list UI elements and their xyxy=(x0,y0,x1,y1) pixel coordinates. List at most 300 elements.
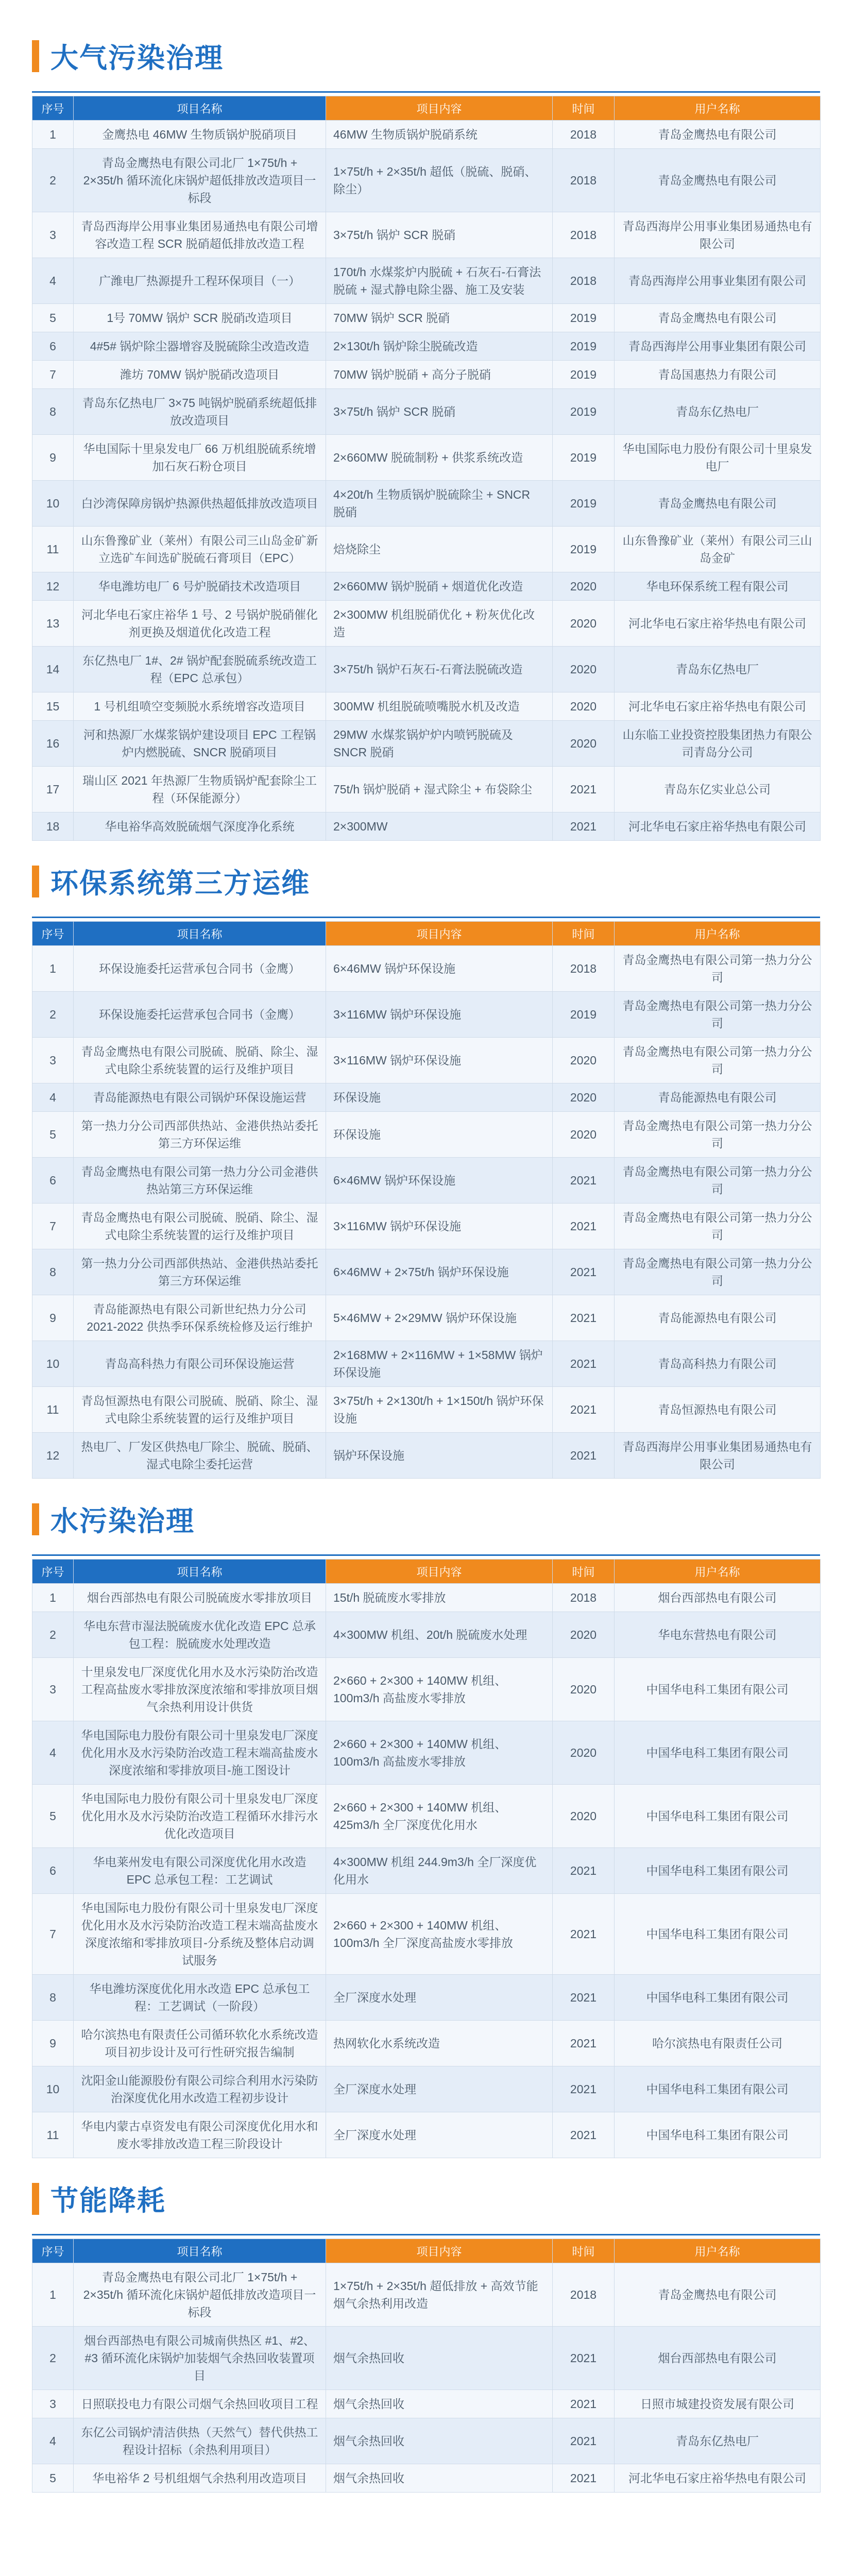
cell-name: 第一热力分公司西部供热站、金港供热站委托第三方环保运维 xyxy=(74,1112,326,1158)
table-row xyxy=(32,1721,821,1785)
cell-idx: 7 xyxy=(32,1204,74,1249)
section-header xyxy=(32,36,820,76)
cell-time: 2019 xyxy=(553,304,615,332)
cell-user: 青岛东亿热电厂 xyxy=(615,2418,821,2464)
cell-content: 2×660 + 2×300 + 140MW 机组、100m3/h 全厂深度高盐废水零排放 xyxy=(326,1894,553,1975)
cell-time: 2021 xyxy=(553,1433,615,1479)
cell-name: 青岛高科热力有限公司环保设施运营 xyxy=(74,1341,326,1387)
cell-time: 2019 xyxy=(553,389,615,435)
cell-idx: 3 xyxy=(32,212,74,258)
cell-content: 锅炉环保设施 xyxy=(326,1433,553,1479)
cell-user: 青岛金鹰热电有限公司第一热力分公司 xyxy=(615,1158,821,1204)
header-time: 时间 xyxy=(553,1560,615,1584)
table-row xyxy=(32,1584,821,1612)
cell-time: 2021 xyxy=(553,1975,615,2021)
table-row xyxy=(32,481,821,527)
table-row xyxy=(32,767,821,812)
section-divider xyxy=(32,1554,820,1556)
cell-time: 2020 xyxy=(553,1083,615,1112)
table-row xyxy=(32,572,821,601)
table-row xyxy=(32,121,821,149)
table-row xyxy=(32,258,821,304)
cell-name: 环保设施委托运营承包合同书（金鹰） xyxy=(74,992,326,1038)
cell-time: 2020 xyxy=(553,1721,615,1785)
cell-name: 青岛西海岸公用事业集团易通热电有限公司增容改造工程 SCR 脱硝超低排放改造工程 xyxy=(74,212,326,258)
cell-user: 青岛东亿热电厂 xyxy=(615,647,821,692)
cell-idx: 5 xyxy=(32,304,74,332)
table-row xyxy=(32,1038,821,1083)
cell-content: 环保设施 xyxy=(326,1112,553,1158)
cell-time: 2019 xyxy=(553,361,615,389)
cell-time: 2021 xyxy=(553,1295,615,1341)
cell-content: 4×300MW 机组 244.9m3/h 全厂深度优化用水 xyxy=(326,1848,553,1894)
cell-idx: 11 xyxy=(32,1387,74,1433)
cell-content: 70MW 锅炉 SCR 脱硝 xyxy=(326,304,553,332)
header-user: 用户名称 xyxy=(615,1560,821,1584)
cell-time: 2020 xyxy=(553,1612,615,1658)
cell-time: 2021 xyxy=(553,1249,615,1295)
header-idx: 序号 xyxy=(32,96,74,121)
cell-user: 青岛国惠热力有限公司 xyxy=(615,361,821,389)
cell-name: 山东鲁豫矿业（莱州）有限公司三山岛金矿新立选矿车间选矿脱硫石膏项目（EPC） xyxy=(74,527,326,572)
cell-time: 2021 xyxy=(553,2021,615,2066)
cell-name: 青岛恒源热电有限公司脱硫、脱硝、除尘、湿式电除尘系统装置的运行及维护项目 xyxy=(74,1387,326,1433)
section-title: 环保系统第三方运维 xyxy=(50,868,310,899)
cell-content: 2×660MW 锅炉脱硝 + 烟道优化改造 xyxy=(326,572,553,601)
header-content: 项目内容 xyxy=(326,96,553,121)
cell-idx: 3 xyxy=(32,1038,74,1083)
cell-content: 3×75t/h 锅炉 SCR 脱硝 xyxy=(326,212,553,258)
cell-idx: 10 xyxy=(32,481,74,527)
cell-content: 全厂深度水处理 xyxy=(326,2066,553,2112)
cell-time: 2018 xyxy=(553,1584,615,1612)
section-divider xyxy=(32,917,820,918)
header-time: 时间 xyxy=(553,922,615,946)
cell-name: 烟台西部热电有限公司脱硫废水零排放项目 xyxy=(74,1584,326,1612)
table-header-row xyxy=(32,922,821,946)
section-title: 水污染治理 xyxy=(50,1506,195,1537)
cell-name: 华电裕华 2 号机组烟气余热利用改造项目 xyxy=(74,2464,326,2493)
cell-user: 河北华电石家庄裕华热电有限公司 xyxy=(615,601,821,647)
cell-time: 2020 xyxy=(553,692,615,721)
cell-user: 华电环保系统工程有限公司 xyxy=(615,572,821,601)
cell-name: 华电国际十里泉发电厂 66 万机组脱硫系统增加石灰石粉仓项目 xyxy=(74,435,326,481)
cell-content: 3×116MW 锅炉环保设施 xyxy=(326,1204,553,1249)
cell-user: 烟台西部热电有限公司 xyxy=(615,2327,821,2390)
cell-user: 青岛能源热电有限公司 xyxy=(615,1083,821,1112)
cell-time: 2021 xyxy=(553,2418,615,2464)
cell-name: 河和热源厂水煤浆锅炉建设项目 EPC 工程锅炉内燃脱硫、SNCR 脱硝项目 xyxy=(74,721,326,767)
header-idx: 序号 xyxy=(32,2239,74,2263)
cell-content: 焙烧除尘 xyxy=(326,527,553,572)
cell-time: 2020 xyxy=(553,572,615,601)
table-row xyxy=(32,2066,821,2112)
cell-idx: 8 xyxy=(32,389,74,435)
cell-content: 烟气余热回收 xyxy=(326,2418,553,2464)
cell-user: 山东临工业投资控股集团热力有限公司青岛分公司 xyxy=(615,721,821,767)
data-table xyxy=(32,96,821,841)
cell-name: 沈阳金山能源股份有限公司综合利用水污染防治深度优化用水改造工程初步设计 xyxy=(74,2066,326,2112)
cell-content: 6×46MW 锅炉环保设施 xyxy=(326,946,553,992)
cell-idx: 9 xyxy=(32,435,74,481)
cell-name: 4#5# 锅炉除尘器增容及脱硫除尘改造改造 xyxy=(74,332,326,361)
header-time: 时间 xyxy=(553,2239,615,2263)
cell-idx: 1 xyxy=(32,1584,74,1612)
cell-idx: 8 xyxy=(32,1975,74,2021)
cell-content: 3×75t/h 锅炉石灰石-石膏法脱硫改造 xyxy=(326,647,553,692)
table-row xyxy=(32,435,821,481)
cell-time: 2021 xyxy=(553,2327,615,2390)
cell-content: 29MW 水煤浆锅炉炉内喷钙脱硫及 SNCR 脱硝 xyxy=(326,721,553,767)
cell-time: 2018 xyxy=(553,258,615,304)
table-header-row xyxy=(32,1560,821,1584)
cell-name: 潍坊 70MW 锅炉脱硝改造项目 xyxy=(74,361,326,389)
cell-time: 2019 xyxy=(553,332,615,361)
cell-idx: 7 xyxy=(32,1894,74,1975)
cell-user: 河北华电石家庄裕华热电有限公司 xyxy=(615,812,821,841)
cell-idx: 17 xyxy=(32,767,74,812)
section-header xyxy=(32,1499,820,1539)
cell-time: 2020 xyxy=(553,601,615,647)
cell-content: 3×75t/h + 2×130t/h + 1×150t/h 锅炉环保设施 xyxy=(326,1387,553,1433)
cell-idx: 4 xyxy=(32,1721,74,1785)
cell-time: 2021 xyxy=(553,2112,615,2158)
cell-name: 华电潍坊深度优化用水改造 EPC 总承包工程：工艺调试（一阶段） xyxy=(74,1975,326,2021)
cell-content: 300MW 机组脱硫喷嘴脱水机及改造 xyxy=(326,692,553,721)
cell-idx: 6 xyxy=(32,332,74,361)
cell-content: 15t/h 脱硫废水零排放 xyxy=(326,1584,553,1612)
header-time: 时间 xyxy=(553,96,615,121)
table-row xyxy=(32,1341,821,1387)
cell-user: 青岛西海岸公用事业集团有限公司 xyxy=(615,258,821,304)
cell-user: 青岛金鹰热电有限公司 xyxy=(615,481,821,527)
header-name: 项目名称 xyxy=(74,922,326,946)
cell-user: 青岛金鹰热电有限公司第一热力分公司 xyxy=(615,946,821,992)
table-row xyxy=(32,1083,821,1112)
cell-time: 2021 xyxy=(553,1387,615,1433)
table-row xyxy=(32,1204,821,1249)
table-row xyxy=(32,332,821,361)
cell-idx: 12 xyxy=(32,572,74,601)
cell-user: 中国华电科工集团有限公司 xyxy=(615,1721,821,1785)
cell-time: 2021 xyxy=(553,767,615,812)
table-row xyxy=(32,812,821,841)
cell-time: 2020 xyxy=(553,721,615,767)
table-row xyxy=(32,946,821,992)
cell-name: 青岛金鹰热电有限公司北厂 1×75t/h + 2×35t/h 循环流化床锅炉超低排放改造项目一标段 xyxy=(74,2263,326,2327)
section-2 xyxy=(32,1499,820,2158)
cell-name: 华电莱州发电有限公司深度优化用水改造 EPC 总承包工程：工艺调试 xyxy=(74,1848,326,1894)
cell-name: 环保设施委托运营承包合同书（金鹰） xyxy=(74,946,326,992)
table-row xyxy=(32,721,821,767)
cell-idx: 14 xyxy=(32,647,74,692)
section-1 xyxy=(32,861,820,1479)
cell-idx: 15 xyxy=(32,692,74,721)
cell-user: 青岛金鹰热电有限公司 xyxy=(615,121,821,149)
cell-time: 2018 xyxy=(553,2263,615,2327)
cell-name: 广潍电厂热源提升工程环保项目（一） xyxy=(74,258,326,304)
cell-user: 青岛金鹰热电有限公司第一热力分公司 xyxy=(615,1112,821,1158)
header-name: 项目名称 xyxy=(74,1560,326,1584)
cell-user: 烟台西部热电有限公司 xyxy=(615,1584,821,1612)
table-row xyxy=(32,527,821,572)
cell-name: 青岛能源热电有限公司锅炉环保设施运营 xyxy=(74,1083,326,1112)
table-row xyxy=(32,2327,821,2390)
header-content: 项目内容 xyxy=(326,922,553,946)
table-header-row xyxy=(32,2239,821,2263)
table-row xyxy=(32,361,821,389)
cell-time: 2019 xyxy=(553,527,615,572)
cell-user: 哈尔滨热电有限责任公司 xyxy=(615,2021,821,2066)
cell-name: 青岛东亿热电厂 3×75 吨锅炉脱硝系统超低排放改造项目 xyxy=(74,389,326,435)
cell-name: 华电国际电力股份有限公司十里泉发电厂深度优化用水及水污染防治改造工程末端高盐废水深度浓缩和零排放项目-分系统及整体启动调试服务 xyxy=(74,1894,326,1975)
cell-idx: 9 xyxy=(32,1295,74,1341)
cell-content: 2×300MW xyxy=(326,812,553,841)
header-user: 用户名称 xyxy=(615,96,821,121)
cell-idx: 5 xyxy=(32,1785,74,1848)
cell-time: 2021 xyxy=(553,1848,615,1894)
cell-idx: 10 xyxy=(32,2066,74,2112)
cell-name: 烟台西部热电有限公司城南供热区 #1、#2、#3 循环流化床锅炉加装烟气余热回收装置项目 xyxy=(74,2327,326,2390)
cell-idx: 8 xyxy=(32,1249,74,1295)
cell-user: 青岛金鹰热电有限公司 xyxy=(615,149,821,212)
cell-user: 中国华电科工集团有限公司 xyxy=(615,2066,821,2112)
cell-content: 全厂深度水处理 xyxy=(326,1975,553,2021)
cell-content: 46MW 生物质锅炉脱硝系统 xyxy=(326,121,553,149)
section-divider xyxy=(32,2234,820,2235)
cell-name: 哈尔滨热电有限责任公司循环软化水系统改造项目初步设计及可行性研究报告编制 xyxy=(74,2021,326,2066)
table-row xyxy=(32,601,821,647)
cell-idx: 1 xyxy=(32,2263,74,2327)
cell-user: 河北华电石家庄裕华热电有限公司 xyxy=(615,2464,821,2493)
cell-time: 2021 xyxy=(553,812,615,841)
cell-user: 青岛西海岸公用事业集团易通热电有限公司 xyxy=(615,1433,821,1479)
cell-idx: 7 xyxy=(32,361,74,389)
cell-user: 青岛金鹰热电有限公司第一热力分公司 xyxy=(615,1038,821,1083)
cell-content: 4×20t/h 生物质锅炉脱硫除尘 + SNCR 脱硝 xyxy=(326,481,553,527)
header-idx: 序号 xyxy=(32,1560,74,1584)
cell-name: 华电国际电力股份有限公司十里泉发电厂深度优化用水及水污染防治改造工程循环水排污水优化改造项目 xyxy=(74,1785,326,1848)
table-row xyxy=(32,1158,821,1204)
cell-time: 2019 xyxy=(553,481,615,527)
data-table xyxy=(32,2239,821,2493)
cell-name: 华电国际电力股份有限公司十里泉发电厂深度优化用水及水污染防治改造工程末端高盐废水深度浓缩和零排放项目-施工图设计 xyxy=(74,1721,326,1785)
cell-time: 2018 xyxy=(553,946,615,992)
cell-user: 中国华电科工集团有限公司 xyxy=(615,1975,821,2021)
cell-time: 2018 xyxy=(553,212,615,258)
section-title: 大气污染治理 xyxy=(50,43,224,74)
cell-idx: 9 xyxy=(32,2021,74,2066)
cell-content: 3×116MW 锅炉环保设施 xyxy=(326,992,553,1038)
cell-idx: 18 xyxy=(32,812,74,841)
header-idx: 序号 xyxy=(32,922,74,946)
cell-name: 青岛金鹰热电有限公司北厂 1×75t/h + 2×35t/h 循环流化床锅炉超低排放改造项目一标段 xyxy=(74,149,326,212)
cell-content: 2×660 + 2×300 + 140MW 机组、100m3/h 高盐废水零排放 xyxy=(326,1721,553,1785)
header-name: 项目名称 xyxy=(74,96,326,121)
cell-name: 日照联投电力有限公司烟气余热回收项目工程 xyxy=(74,2390,326,2418)
table-row xyxy=(32,389,821,435)
cell-idx: 6 xyxy=(32,1848,74,1894)
section-header xyxy=(32,861,820,901)
cell-time: 2019 xyxy=(553,992,615,1038)
cell-user: 青岛金鹰热电有限公司第一热力分公司 xyxy=(615,1249,821,1295)
cell-content: 环保设施 xyxy=(326,1083,553,1112)
cell-idx: 16 xyxy=(32,721,74,767)
cell-user: 青岛西海岸公用事业集团有限公司 xyxy=(615,332,821,361)
table-row xyxy=(32,1785,821,1848)
cell-time: 2020 xyxy=(553,1785,615,1848)
cell-idx: 1 xyxy=(32,121,74,149)
cell-name: 河北华电石家庄裕华 1 号、2 号锅炉脱硝催化剂更换及烟道优化改造工程 xyxy=(74,601,326,647)
cell-content: 2×660 + 2×300 + 140MW 机组、100m3/h 高盐废水零排放 xyxy=(326,1658,553,1721)
cell-content: 烟气余热回收 xyxy=(326,2327,553,2390)
table-row xyxy=(32,2263,821,2327)
cell-user: 青岛能源热电有限公司 xyxy=(615,1295,821,1341)
section-accent-bar xyxy=(32,1503,39,1535)
cell-content: 3×75t/h 锅炉 SCR 脱硝 xyxy=(326,389,553,435)
cell-user: 中国华电科工集团有限公司 xyxy=(615,2112,821,2158)
cell-idx: 12 xyxy=(32,1433,74,1479)
cell-user: 中国华电科工集团有限公司 xyxy=(615,1785,821,1848)
cell-user: 华电国际电力股份有限公司十里泉发电厂 xyxy=(615,435,821,481)
cell-idx: 2 xyxy=(32,2327,74,2390)
table-row xyxy=(32,1975,821,2021)
cell-content: 3×116MW 锅炉环保设施 xyxy=(326,1038,553,1083)
cell-idx: 13 xyxy=(32,601,74,647)
cell-idx: 2 xyxy=(32,992,74,1038)
cell-content: 2×130t/h 锅炉除尘脱硫改造 xyxy=(326,332,553,361)
table-row xyxy=(32,2464,821,2493)
cell-user: 中国华电科工集团有限公司 xyxy=(615,1848,821,1894)
cell-content: 6×46MW 锅炉环保设施 xyxy=(326,1158,553,1204)
cell-time: 2021 xyxy=(553,2066,615,2112)
cell-content: 170t/h 水煤浆炉内脱硫 + 石灰石-石膏法脱硫 + 湿式静电除尘器、施工及安装 xyxy=(326,258,553,304)
cell-user: 中国华电科工集团有限公司 xyxy=(615,1894,821,1975)
cell-user: 青岛恒源热电有限公司 xyxy=(615,1387,821,1433)
cell-name: 瑞山区 2021 年热源厂生物质锅炉配套除尘工程（环保能源分） xyxy=(74,767,326,812)
cell-idx: 11 xyxy=(32,2112,74,2158)
table-row xyxy=(32,1112,821,1158)
table-header-row xyxy=(32,96,821,121)
header-name: 项目名称 xyxy=(74,2239,326,2263)
cell-idx: 3 xyxy=(32,1658,74,1721)
cell-name: 金鹰热电 46MW 生物质锅炉脱硝项目 xyxy=(74,121,326,149)
header-content: 项目内容 xyxy=(326,2239,553,2263)
table-row xyxy=(32,2418,821,2464)
table-row xyxy=(32,2390,821,2418)
cell-user: 华电东营热电有限公司 xyxy=(615,1612,821,1658)
cell-user: 青岛东亿热电厂 xyxy=(615,389,821,435)
section-accent-bar xyxy=(32,2183,39,2215)
table-row xyxy=(32,1848,821,1894)
cell-name: 青岛金鹰热电有限公司脱硫、脱硝、除尘、湿式电除尘系统装置的运行及维护项目 xyxy=(74,1038,326,1083)
header-user: 用户名称 xyxy=(615,2239,821,2263)
header-content: 项目内容 xyxy=(326,1560,553,1584)
cell-time: 2021 xyxy=(553,1158,615,1204)
cell-content: 1×75t/h + 2×35t/h 超低排放 + 高效节能烟气余热利用改造 xyxy=(326,2263,553,2327)
cell-time: 2018 xyxy=(553,149,615,212)
section-title: 节能降耗 xyxy=(50,2185,166,2216)
cell-time: 2018 xyxy=(553,121,615,149)
cell-content: 4×300MW 机组、20t/h 脱硫废水处理 xyxy=(326,1612,553,1658)
cell-time: 2021 xyxy=(553,1204,615,1249)
table-row xyxy=(32,1249,821,1295)
table-row xyxy=(32,212,821,258)
cell-user: 中国华电科工集团有限公司 xyxy=(615,1658,821,1721)
cell-content: 2×660MW 脱硫制粉 + 供浆系统改造 xyxy=(326,435,553,481)
table-row xyxy=(32,1612,821,1658)
cell-content: 烟气余热回收 xyxy=(326,2390,553,2418)
cell-user: 日照市城建投资发展有限公司 xyxy=(615,2390,821,2418)
table-row xyxy=(32,1658,821,1721)
cell-name: 热电厂、厂发区供热电厂除尘、脱硫、脱硝、湿式电除尘委托运营 xyxy=(74,1433,326,1479)
cell-idx: 4 xyxy=(32,1083,74,1112)
cell-name: 青岛能源热电有限公司新世纪热力分公司 2021-2022 供热季环保系统检修及运行维护 xyxy=(74,1295,326,1341)
table-row xyxy=(32,1387,821,1433)
table-row xyxy=(32,2021,821,2066)
table-row xyxy=(32,304,821,332)
cell-name: 华电内蒙古卓资发电有限公司深度优化用水和废水零排放改造工程三阶段设计 xyxy=(74,2112,326,2158)
cell-idx: 6 xyxy=(32,1158,74,1204)
cell-time: 2021 xyxy=(553,1341,615,1387)
cell-user: 青岛金鹰热电有限公司 xyxy=(615,304,821,332)
cell-content: 70MW 锅炉脱硝 + 高分子脱硝 xyxy=(326,361,553,389)
cell-time: 2020 xyxy=(553,1038,615,1083)
cell-content: 5×46MW + 2×29MW 锅炉环保设施 xyxy=(326,1295,553,1341)
data-table xyxy=(32,921,821,1479)
cell-user: 青岛金鹰热电有限公司第一热力分公司 xyxy=(615,992,821,1038)
cell-content: 75t/h 锅炉脱硝 + 湿式除尘 + 布袋除尘 xyxy=(326,767,553,812)
cell-name: 华电潍坊电厂 6 号炉脱硝技术改造项目 xyxy=(74,572,326,601)
cell-time: 2020 xyxy=(553,1112,615,1158)
cell-time: 2021 xyxy=(553,2390,615,2418)
cell-time: 2020 xyxy=(553,647,615,692)
cell-user: 青岛金鹰热电有限公司第一热力分公司 xyxy=(615,1204,821,1249)
cell-name: 白沙湾保障房锅炉热源供热超低排放改造项目 xyxy=(74,481,326,527)
cell-content: 2×168MW + 2×116MW + 1×58MW 锅炉环保设施 xyxy=(326,1341,553,1387)
cell-user: 山东鲁豫矿业（莱州）有限公司三山岛金矿 xyxy=(615,527,821,572)
header-user: 用户名称 xyxy=(615,922,821,946)
cell-content: 1×75t/h + 2×35t/h 超低（脱硫、脱硝、除尘） xyxy=(326,149,553,212)
cell-idx: 5 xyxy=(32,2464,74,2493)
cell-name: 东亿热电厂 1#、2# 锅炉配套脱硫系统改造工程（EPC 总承包） xyxy=(74,647,326,692)
cell-time: 2020 xyxy=(553,1658,615,1721)
cell-content: 2×300MW 机组脱硝优化 + 粉灰优化改造 xyxy=(326,601,553,647)
cell-time: 2021 xyxy=(553,2464,615,2493)
section-accent-bar xyxy=(32,40,39,72)
table-row xyxy=(32,2112,821,2158)
cell-content: 2×660 + 2×300 + 140MW 机组、425m3/h 全厂深度优化用水 xyxy=(326,1785,553,1848)
cell-idx: 2 xyxy=(32,149,74,212)
table-row xyxy=(32,692,821,721)
cell-name: 青岛金鹰热电有限公司脱硫、脱硝、除尘、湿式电除尘系统装置的运行及维护项目 xyxy=(74,1204,326,1249)
cell-user: 青岛金鹰热电有限公司 xyxy=(615,2263,821,2327)
cell-idx: 4 xyxy=(32,2418,74,2464)
cell-idx: 11 xyxy=(32,527,74,572)
section-header xyxy=(32,2179,820,2218)
table-row xyxy=(32,1433,821,1479)
cell-idx: 3 xyxy=(32,2390,74,2418)
cell-idx: 2 xyxy=(32,1612,74,1658)
section-divider xyxy=(32,91,820,93)
cell-idx: 10 xyxy=(32,1341,74,1387)
cell-name: 第一热力分公司西部供热站、金港供热站委托第三方环保运维 xyxy=(74,1249,326,1295)
cell-time: 2021 xyxy=(553,1894,615,1975)
cell-name: 东亿公司锅炉清洁供热（天然气）替代供热工程设计招标（余热利用项目） xyxy=(74,2418,326,2464)
cell-idx: 1 xyxy=(32,946,74,992)
cell-content: 6×46MW + 2×75t/h 锅炉环保设施 xyxy=(326,1249,553,1295)
cell-content: 全厂深度水处理 xyxy=(326,2112,553,2158)
